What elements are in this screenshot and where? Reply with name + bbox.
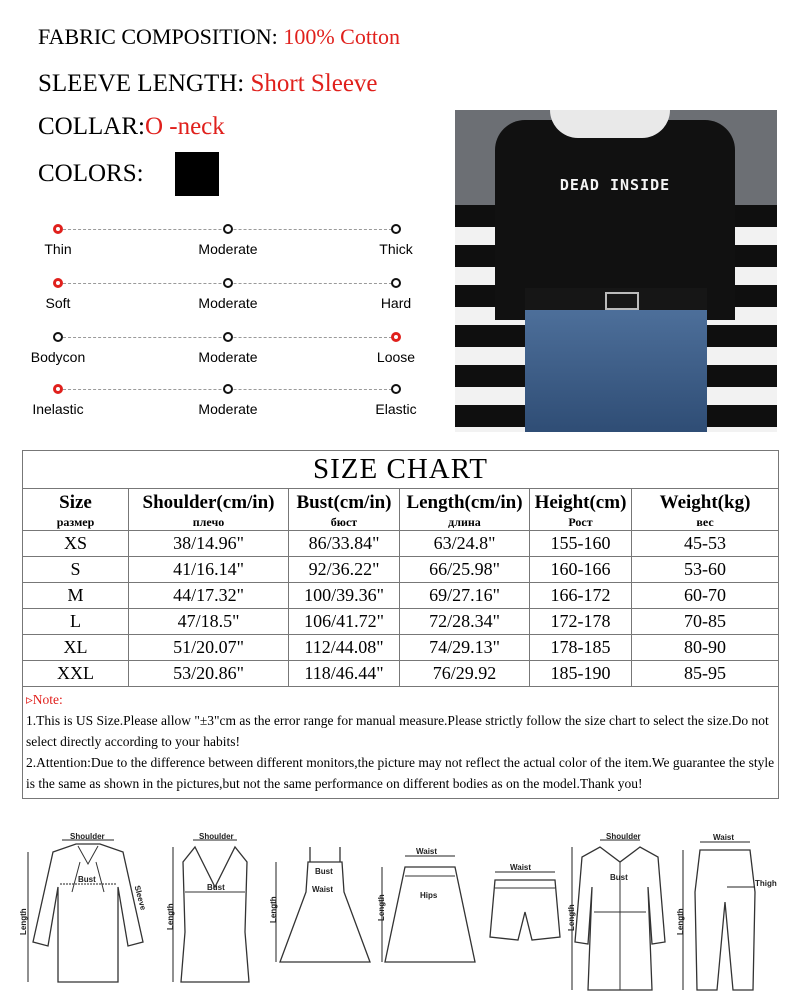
table-cell: 45-53 [632, 531, 779, 557]
belt-buckle [605, 292, 639, 310]
header-weight: Weight(kg) вес [632, 489, 779, 531]
header-height: Height(cm) Рост [530, 489, 632, 531]
table-cell: 166-172 [530, 583, 632, 609]
header-length: Length(cm/in) длина [400, 489, 530, 531]
svg-text:Waist: Waist [510, 863, 532, 872]
table-cell: 76/29.92 [400, 661, 530, 687]
table-cell: 106/41.72" [289, 609, 400, 635]
scale-label-middle: Moderate [198, 295, 258, 311]
scale-label-right: Loose [376, 349, 416, 365]
scale-dot [391, 224, 401, 234]
table-cell: XL [23, 635, 129, 661]
header-bust: Bust(cm/in) бюст [289, 489, 400, 531]
scale-dot [223, 224, 233, 234]
table-cell: XXL [23, 661, 129, 687]
scale-label-left: Soft [45, 295, 71, 311]
scale-label-left: Thin [44, 241, 72, 257]
table-cell: 60-70 [632, 583, 779, 609]
table-cell: 100/39.36" [289, 583, 400, 609]
white-collar [550, 110, 670, 138]
table-cell: 86/33.84" [289, 531, 400, 557]
note-2: 2.Attention:Due to the difference between different monitors,the picture may not reflect the actual color of the item.We guarantee the style is the same as shown in the pictures,but not the same performance on different bodies as on the model.Thank you! [26, 755, 775, 791]
table-cell: 44/17.32" [129, 583, 289, 609]
vest-measure-guide [165, 832, 265, 992]
collar-type: COLLAR:O -neck [38, 113, 225, 140]
table-row [23, 583, 779, 609]
shorts-measure-guide [480, 832, 570, 992]
table-cell: 118/46.44" [289, 661, 400, 687]
table-cell: XS [23, 531, 129, 557]
size-chart-header [23, 489, 779, 531]
note-arrow-icon: ▹ [26, 692, 33, 707]
svg-text:Length: Length [269, 896, 278, 923]
table-cell: 72/28.34" [400, 609, 530, 635]
elasticity-scale [25, 382, 440, 434]
svg-text:Thigh: Thigh [755, 879, 777, 888]
table-cell: 74/29.13" [400, 635, 530, 661]
svg-text:Length: Length [377, 894, 386, 921]
svg-text:Shoulder: Shoulder [70, 832, 105, 841]
table-cell: 155-160 [530, 531, 632, 557]
table-cell: 63/24.8" [400, 531, 530, 557]
thickness-scale [25, 222, 440, 274]
svg-text:Waist: Waist [713, 833, 735, 842]
scale-dot-selected [53, 384, 63, 394]
table-row [23, 531, 779, 557]
scale-dot [223, 384, 233, 394]
scale-dot-selected [53, 278, 63, 288]
table-cell: 38/14.96" [129, 531, 289, 557]
table-cell: S [23, 557, 129, 583]
size-chart [22, 450, 779, 799]
table-cell: 69/27.16" [400, 583, 530, 609]
shirt-print: DEAD INSIDE [559, 176, 671, 194]
table-cell: M [23, 583, 129, 609]
table-cell: 80-90 [632, 635, 779, 661]
svg-text:Bust: Bust [78, 875, 96, 884]
scale-dot-selected [53, 224, 63, 234]
scale-label-left: Inelastic [32, 401, 84, 417]
scale-dot [53, 332, 63, 342]
table-cell: 172-178 [530, 609, 632, 635]
scale-label-right: Thick [379, 241, 413, 257]
scale-label-right: Elastic [375, 401, 417, 417]
skirt-measure-guide [377, 832, 480, 992]
coat-measure-guide [567, 832, 670, 992]
svg-text:Length: Length [166, 903, 175, 930]
table-cell: 41/16.14" [129, 557, 289, 583]
denim-shorts [525, 310, 707, 432]
svg-text:Waist: Waist [312, 885, 334, 894]
svg-text:Hips: Hips [420, 891, 438, 900]
scale-dot-selected [391, 332, 401, 342]
softness-scale [25, 276, 440, 328]
product-photo [455, 110, 777, 432]
table-row [23, 661, 779, 687]
svg-text:Bust: Bust [315, 867, 333, 876]
scale-dot [223, 332, 233, 342]
note-1: 1.This is US Size.Please allow "±3"cm as the error range for manual measure.Please strictly follow the size chart to select the size.Do not select directly according to your habits! [26, 713, 769, 749]
size-chart-title: SIZE CHART [23, 451, 779, 489]
svg-text:Sleeve: Sleeve [132, 884, 148, 912]
table-cell: 51/20.07" [129, 635, 289, 661]
fit-scale [25, 330, 440, 382]
dress-measure-guide [270, 832, 380, 992]
note-title: ▹Note: [26, 692, 63, 707]
scale-label-middle: Moderate [198, 349, 258, 365]
table-cell: 70-85 [632, 609, 779, 635]
svg-text:Shoulder: Shoulder [606, 832, 641, 841]
header-shoulder: Shoulder(cm/in) плечо [129, 489, 289, 531]
svg-text:Length: Length [19, 908, 28, 935]
size-chart-notes [23, 687, 779, 799]
fabric-composition: FABRIC COMPOSITION: 100% Cotton [38, 24, 401, 49]
table-cell: 53-60 [632, 557, 779, 583]
scale-dot [223, 278, 233, 288]
scale-label-middle: Moderate [198, 401, 258, 417]
svg-text:Bust: Bust [610, 873, 628, 882]
table-cell: 85-95 [632, 661, 779, 687]
scale-dot [391, 384, 401, 394]
svg-text:Length: Length [676, 908, 685, 935]
svg-text:Bust: Bust [207, 883, 225, 892]
color-swatch-black [175, 152, 219, 196]
colors-label: COLORS: [38, 160, 144, 187]
table-row [23, 557, 779, 583]
table-row [23, 635, 779, 661]
table-cell: 47/18.5" [129, 609, 289, 635]
shirt-measure-guide [18, 832, 158, 992]
table-cell: 112/44.08" [289, 635, 400, 661]
table-cell: 160-166 [530, 557, 632, 583]
sleeve-length: SLEEVE LENGTH: Short Sleeve [38, 70, 378, 97]
scale-dot [391, 278, 401, 288]
table-cell: 66/25.98" [400, 557, 530, 583]
table-cell: 185-190 [530, 661, 632, 687]
table-cell: 92/36.22" [289, 557, 400, 583]
header-size: Size размер [23, 489, 129, 531]
table-cell: 178-185 [530, 635, 632, 661]
table-cell: 53/20.86" [129, 661, 289, 687]
scale-label-middle: Moderate [198, 241, 258, 257]
svg-text:Length: Length [567, 904, 576, 931]
table-row [23, 609, 779, 635]
scale-label-left: Bodycon [30, 349, 86, 365]
table-cell: L [23, 609, 129, 635]
svg-text:Waist: Waist [416, 847, 438, 856]
pants-measure-guide [675, 832, 785, 992]
scale-label-right: Hard [380, 295, 412, 311]
svg-text:Shoulder: Shoulder [199, 832, 234, 841]
